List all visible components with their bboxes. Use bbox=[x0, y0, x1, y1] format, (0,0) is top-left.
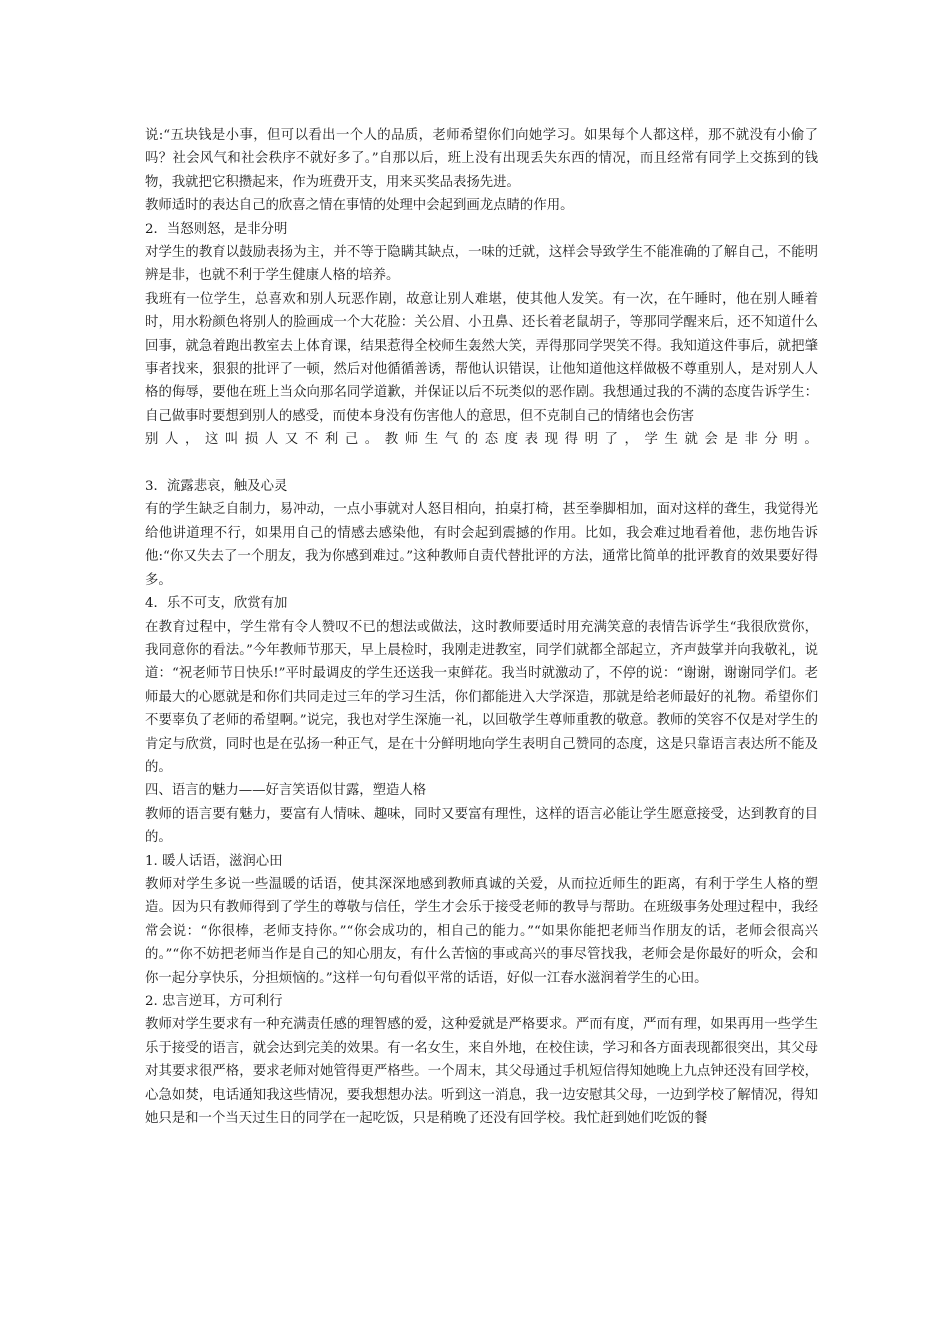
paragraph: 教师对学生多说一些温暖的话语，使其深深地感到教师真诚的关爱，从而拉近师生的距离，有利于学生人格的塑造。因为只有教师得到了学生的尊敬与信任，学生才会乐于接受老师的教导与帮助。在班级事务处理过程中，我经常会说：“你很棒，老师支持你。”“你会成功的，相自己的能力。”“如果你能把老师当作朋友的话，老师会很高兴的。”“你不妨把老师当作是自己的知心朋友，有什么苦恼的事或高兴的事尽管找我，老师会是你最好的听众，会和你一起分享快乐，分担烦恼的。”这样一句句看似平常的话语，好似一江春水滋润着学生的心田。 bbox=[145, 876, 818, 986]
paragraph: 教师的语言要有魅力，要富有人情味、趣味，同时又要富有理性，这样的语言必能让学生愿意接受，达到教育的目的。 bbox=[145, 806, 818, 846]
section-heading: 2. 忠言逆耳，方可利行 bbox=[145, 994, 283, 1010]
paragraph: 说:“五块钱是小事，但可以看出一个人的品质，老师希望你们向她学习。如果每个人都这样，那不就没有小偷了吗？社会风气和社会秩序不就好多了。”自那以后，班上没有出现丢失东西的情况，而且经常有同学上交拣到的钱物，我就把它积攒起来，作为班费开支，用来买奖品表扬先进。 bbox=[145, 128, 818, 190]
paragraph: 我班有一位学生，总喜欢和别人玩恶作剧，故意让别人难堪，使其他人发笑。有一次，在午睡时，他在别人睡着时，用水粉颜色将别人的脸画成一个大花脸：关公眉、小丑鼻、还长着老鼠胡子，等那同学醒来后，还不知道什么回事，就急着跑出教室去上体育课，结果惹得全校师生轰然大笑，弄得那同学哭笑不得。我知道这件事后，就把肇事者找来，狠狠的批评了一顿，然后对他循循善诱，帮他认识错误，让他知道他这样做极不尊重别人，是对别人人格的侮辱，要他在班上当众向那名同学道歉，并保证以后不玩类似的恶作剧。我想通过我的不满的态度告诉学生：自己做事时要想到别人的感受，而使本身没有伤害他人的意思，但不克制自己的情绪也会伤害 bbox=[145, 291, 818, 424]
paragraph: 有的学生缺乏自制力，易冲动，一点小事就对人怒目相向，拍桌打椅，甚至拳脚相加，面对这样的聋生，我觉得光给他讲道理不行，如果用自己的情感去感染他，有时会起到震撼的作用。比如，我会难过地看着他，悲伤地告诉他:“你又失去了一个朋友，我为你感到难过。”这种教师自责代替批评的方法，通常比简单的批评教育的效果要好得多。 bbox=[145, 502, 818, 588]
paragraph: 教师对学生要求有一种充满责任感的理智感的爱，这种爱就是严格要求。严而有度，严而有理，如果再用一些学生乐于接受的语言，就会达到完美的效果。有一名女生，来自外地，在校住读，学习和各方面表现都很突出，其父母对其要求很严格，要求老师对她管得更严格些。一个周末，其父母通过手机短信得知她晚上九点钟还没有回学校，心急如焚，电话通知我这些情况，要我想想办法。听到这一消息，我一边安慰其父母，一边到学校了解情况，得知她只是和一个当天过生日的同学在一起吃饭，只是稍晚了还没有回学校。我忙赶到她们吃饭的餐 bbox=[145, 1017, 818, 1127]
section-heading: 3．流露悲哀，触及心灵 bbox=[145, 479, 288, 495]
paragraph: 对学生的教育以鼓励表扬为主，并不等于隐瞒其缺点，一味的迁就，这样会导致学生不能准确的了解自己，不能明辨是非，也就不利于学生健康人格的培养。 bbox=[145, 245, 818, 284]
section-heading: 1. 暖人话语，滋润心田 bbox=[145, 853, 283, 869]
paragraph: 在教育过程中，学生常有令人赞叹不已的想法或做法，这时教师要适时用充满笑意的表情告诉学生“我很欣赏你，我同意你的看法。”今年教师节那天，早上晨检时，我刚走进教室，同学们就都全部起立，齐声鼓掌并向我敬礼，说道：“祝老师节日快乐!”平时最调皮的学生还送我一束鲜花。我当时就激动了，不停的说：“谢谢，谢谢同学们。老师最大的心愿就是和你们共同走过三年的学习生活，你们都能进入大学深造，那就是给老师最好的礼物。希望你们不要辜负了老师的希望啊。”说完，我也对学生深施一礼，以回敬学生尊师重教的敬意。教师的笑容不仅是对学生的肯定与欣赏，同时也是在弘扬一种正气，是在十分鲜明地向学生表明自己赞同的态度，这是只靠语言表达所不能及的。 bbox=[145, 619, 818, 775]
blank-line bbox=[145, 452, 818, 475]
section-heading: 2．当怒则怒，是非分明 bbox=[145, 221, 288, 237]
section-heading: 4．乐不可支，欣赏有加 bbox=[145, 596, 288, 612]
paragraph-spread-line: 别人，这叫损人又不利己。教师生气的态度表现得明了，学生就会是非分明。 bbox=[145, 432, 818, 448]
document-body bbox=[145, 124, 818, 1130]
chapter-heading: 四、语言的魅力——好言笑语似甘露，塑造人格 bbox=[145, 783, 427, 799]
paragraph: 教师适时的表达自己的欣喜之情在事情的处理中会起到画龙点睛的作用。 bbox=[145, 198, 574, 214]
